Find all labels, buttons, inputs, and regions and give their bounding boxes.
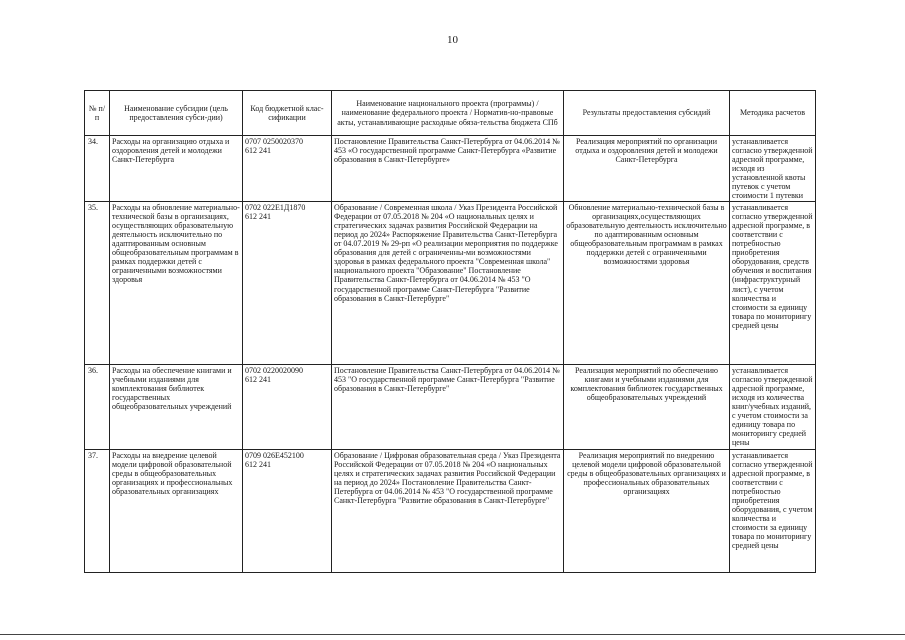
budget-code-cell: 0709 026Е452100 612 241 bbox=[243, 449, 332, 572]
subsidy-name-cell: Расходы на организацию отдыха и оздоровления детей и молодежи Санкт-Петербурга bbox=[110, 136, 243, 202]
results-cell: Реализация мероприятий по внедрению целевой модели цифровой образовательной среды в общеобразовательных организациях и профессиональных образовательных организациях bbox=[564, 449, 730, 572]
table-row bbox=[85, 202, 816, 365]
subsidy-name-cell: Расходы на обновление материально-технической базы в организациях, осуществляющих образовательную деятельность исключительно по адаптированным основным общеобразовательным программам в рамках поддержки детей с ограниченными возможностями здоровья bbox=[110, 202, 243, 365]
budget-code-cell: 0702 022Е1Д1870 612 241 bbox=[243, 202, 332, 365]
page-number: 10 bbox=[447, 34, 458, 46]
subsidies-table bbox=[84, 90, 816, 573]
row-number: 34. bbox=[85, 136, 110, 202]
header-number: № п/п bbox=[85, 91, 110, 136]
header-national-project: Наименование национального проекта (программы) / наименование федерального проекта / Норматив-но-правовые акты, устанавливающие расходные обяза-тельства бюджета СПб bbox=[332, 91, 564, 136]
table-row bbox=[85, 365, 816, 449]
legal-acts-cell: Образование / Современная школа / Указ Президента Российской Федерации от 07.05.2018 № 204 «О национальных целях и стратегических задачах развития Российской Федерации на период до 2024» Распоряжение Правительства Санкт-Петербурга от 04.07.2019 № 29-рп «О реализации мероприятия по поддержке образования для детей с ограниченны-ми возможностями здоровья в рамках федерального проекта "Современная школа" национального проекта "Образование" Постановление Правительства Санкт-Петербурга от 04.06.2014 № 453 "О государственной программе Санкт-Петербурга "Развитие образования в Санкт-Петербурге" bbox=[332, 202, 564, 365]
budget-code-cell: 0702 0220020090 612 241 bbox=[243, 365, 332, 449]
legal-acts-cell: Постановление Правительства Санкт-Петербурга от 04.06.2014 № 453 «О государственной программе Санкт-Петербурга «Развитие образования в Санкт-Петербурге» bbox=[332, 136, 564, 202]
method-cell: устанавливается согласно утвержденной адресной программе, исходя из количества книг/учебных изданий, с учетом стоимости за единицу товара по мониторингу средней цены bbox=[730, 365, 816, 449]
method-cell: устанавливается согласно утвержденной адресной программе, исходя из установленной квоты путевок с учетом стоимости 1 путевки bbox=[730, 136, 816, 202]
method-cell: устанавливается согласно утвержденной адресной программе, в соответствии с потребностью приобретения оборудования, с учетом количества и стоимости за единицу товара по мониторингу средней цены bbox=[730, 449, 816, 572]
results-cell: Реализация мероприятий по обеспечению книгами и учебными изданиями для комплектования библиотек государственных общеобразовательных учреждений bbox=[564, 365, 730, 449]
row-number: 37. bbox=[85, 449, 110, 572]
table-header-row bbox=[85, 91, 816, 136]
table-row bbox=[85, 449, 816, 572]
header-subsidy-name: Наименование субсидии (цель предоставления субси-дии) bbox=[110, 91, 243, 136]
legal-acts-cell: Образование / Цифровая образовательная среда / Указ Президента Российской Федерации от 07.05.2018 № 204 «О национальных целях и стратегических задачах развития Российской Федерации на период до 2024» Постановление Правительства Санкт-Петербурга от 04.06.2014 № 453 "О государственной программе Санкт-Петербурга "Развитие образования в Санкт-Петербурге" bbox=[332, 449, 564, 572]
header-method: Методика расчетов bbox=[730, 91, 816, 136]
header-budget-code: Код бюджетной клас-сификации bbox=[243, 91, 332, 136]
method-cell: устанавливается согласно утвержденной адресной программе, в соответствии с потребностью приобретения оборудования, средств обучения и воспитания (инфраструктурный лист), с учетом количества и стоимости за единицу товара по мониторингу средней цены bbox=[730, 202, 816, 365]
row-number: 36. bbox=[85, 365, 110, 449]
row-number: 35. bbox=[85, 202, 110, 365]
results-cell: Обновление материально-технической базы в организациях,осуществляющих образовательную деятельность исключительно по адаптированным основным общеобразовательным программам в рамках поддержки детей с ограниченными возможностями здоровья bbox=[564, 202, 730, 365]
budget-code-cell: 0707 0250020370 612 241 bbox=[243, 136, 332, 202]
table-row bbox=[85, 136, 816, 202]
results-cell: Реализация мероприятий по организации отдыха и оздоровления детей и молодежи Санкт-Петербурга bbox=[564, 136, 730, 202]
subsidy-name-cell: Расходы на внедрение целевой модели цифровой образовательной среды в общеобразовательных организациях и профессиональных образовательных организациях bbox=[110, 449, 243, 572]
subsidy-name-cell: Расходы на обеспечение книгами и учебными изданиями для комплектования библиотек государственных общеобразовательных учреждений bbox=[110, 365, 243, 449]
header-results: Результаты предоставления субсидий bbox=[564, 91, 730, 136]
legal-acts-cell: Постановление Правительства Санкт-Петербурга от 04.06.2014 № 453 "О государственной программе Санкт-Петербурга "Развитие образования в Санкт-Петербурге" bbox=[332, 365, 564, 449]
bottom-divider bbox=[0, 634, 905, 635]
